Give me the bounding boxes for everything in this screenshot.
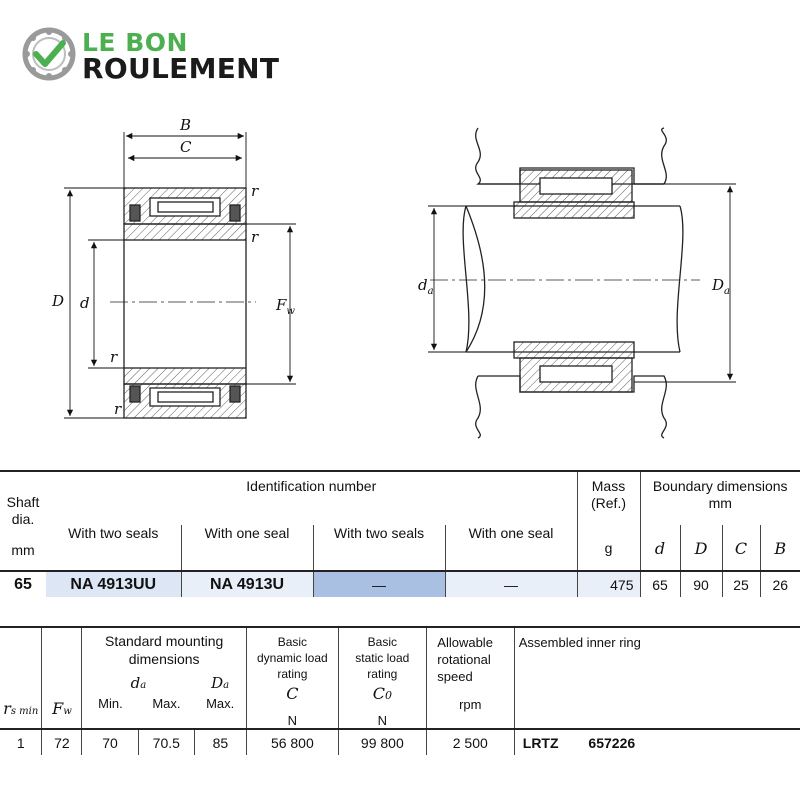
two-seals-header: With two seals bbox=[68, 525, 159, 541]
right-mounted-view bbox=[430, 128, 700, 438]
inner-ring-header: Assembled inner ring bbox=[518, 635, 641, 650]
bearing-logo-icon bbox=[22, 27, 76, 81]
two-seals-header-2: With two seals bbox=[333, 525, 425, 541]
brand-line2: ROULEMENT bbox=[82, 52, 280, 85]
min-header: Min. bbox=[98, 695, 123, 711]
dim-D-label: D bbox=[52, 292, 65, 310]
part-one-seal-2: — bbox=[504, 576, 518, 593]
speed-unit: rpm bbox=[459, 697, 482, 712]
dim-C-label: C bbox=[180, 138, 192, 156]
part-one-seal: NA 4913U bbox=[209, 575, 285, 593]
Da-max-header: Max. bbox=[206, 695, 235, 711]
identification-header: Identification number bbox=[246, 478, 377, 494]
dim-r-label: r bbox=[110, 348, 118, 366]
brand-logo bbox=[22, 24, 302, 84]
part-two-seals-2: — bbox=[372, 576, 386, 593]
boundary-header: Boundary dimensions bbox=[652, 478, 788, 494]
d-value: 65 bbox=[652, 576, 668, 593]
fw-header: Fw bbox=[52, 699, 72, 718]
inner-ring-code: 657226 bbox=[588, 734, 636, 751]
one-seal-header: With one seal bbox=[204, 525, 290, 541]
da-minmax-header bbox=[82, 695, 194, 713]
D-header: D bbox=[694, 539, 708, 558]
dyn-load-header: Basic dynamic load rating bbox=[257, 635, 328, 681]
Da-header: Da bbox=[211, 673, 230, 692]
mass-value: 475 bbox=[610, 576, 634, 593]
boundary-unit: mm bbox=[708, 495, 732, 511]
C-header: C bbox=[734, 539, 748, 558]
mounting-table bbox=[0, 626, 800, 755]
bearing-drawing bbox=[0, 100, 800, 440]
shaft-unit: mm bbox=[11, 542, 35, 558]
brand-line1: LE BON bbox=[82, 28, 188, 57]
dim-B-label: B bbox=[180, 116, 192, 134]
dim-Fw-label: $F_w$ bbox=[276, 296, 295, 317]
B-header: B bbox=[774, 539, 787, 558]
da-min-value: 70 bbox=[102, 734, 118, 751]
table-row bbox=[0, 729, 800, 755]
left-section-view bbox=[110, 188, 256, 418]
mass-unit: g bbox=[604, 540, 613, 556]
C-value: 25 bbox=[733, 576, 749, 593]
da-header: da bbox=[130, 673, 147, 692]
d-header: d bbox=[654, 539, 666, 558]
stat-unit: N bbox=[377, 713, 388, 728]
shaft-value: 65 bbox=[14, 575, 32, 593]
rs-min-value: 1 bbox=[16, 734, 25, 751]
B-value: 26 bbox=[772, 576, 789, 593]
stat-value: 99 800 bbox=[360, 734, 404, 751]
dyn-symbol: C bbox=[286, 684, 299, 703]
rs-min-header: rs min bbox=[3, 699, 39, 718]
stat-symbol: C0 bbox=[372, 684, 392, 703]
mass-header: Mass (Ref.) bbox=[591, 478, 626, 511]
dyn-unit: N bbox=[287, 713, 298, 728]
speed-value: 2 500 bbox=[452, 734, 488, 751]
dim-r-label: r bbox=[251, 182, 259, 200]
one-seal-header-2: With one seal bbox=[468, 525, 554, 541]
dim-r-label: r bbox=[251, 228, 259, 246]
dim-d-label: d bbox=[80, 294, 90, 312]
D-value: 90 bbox=[693, 576, 709, 593]
max-header: Max. bbox=[152, 695, 181, 711]
part-two-seals: NA 4913UU bbox=[70, 575, 157, 593]
dim-r-label: r bbox=[114, 400, 122, 418]
dim-Da-label: $D_a$ bbox=[712, 276, 730, 297]
table-row bbox=[0, 571, 800, 597]
identification-table bbox=[0, 470, 800, 597]
shaft-dia-header: Shaft dia. bbox=[6, 494, 40, 527]
fw-value: 72 bbox=[54, 734, 70, 751]
dyn-value: 56 800 bbox=[270, 734, 314, 751]
Da-max-value: 85 bbox=[212, 734, 229, 751]
stat-load-header: Basic static load rating bbox=[355, 635, 410, 681]
inner-ring-type: LRTZ bbox=[522, 734, 559, 751]
std-mount-header: Standard mounting dimensions bbox=[104, 633, 224, 667]
da-max-value: 70.5 bbox=[152, 734, 180, 751]
speed-header: Allowable rotational speed bbox=[437, 635, 493, 684]
dim-da-label: $d_a$ bbox=[418, 276, 434, 297]
